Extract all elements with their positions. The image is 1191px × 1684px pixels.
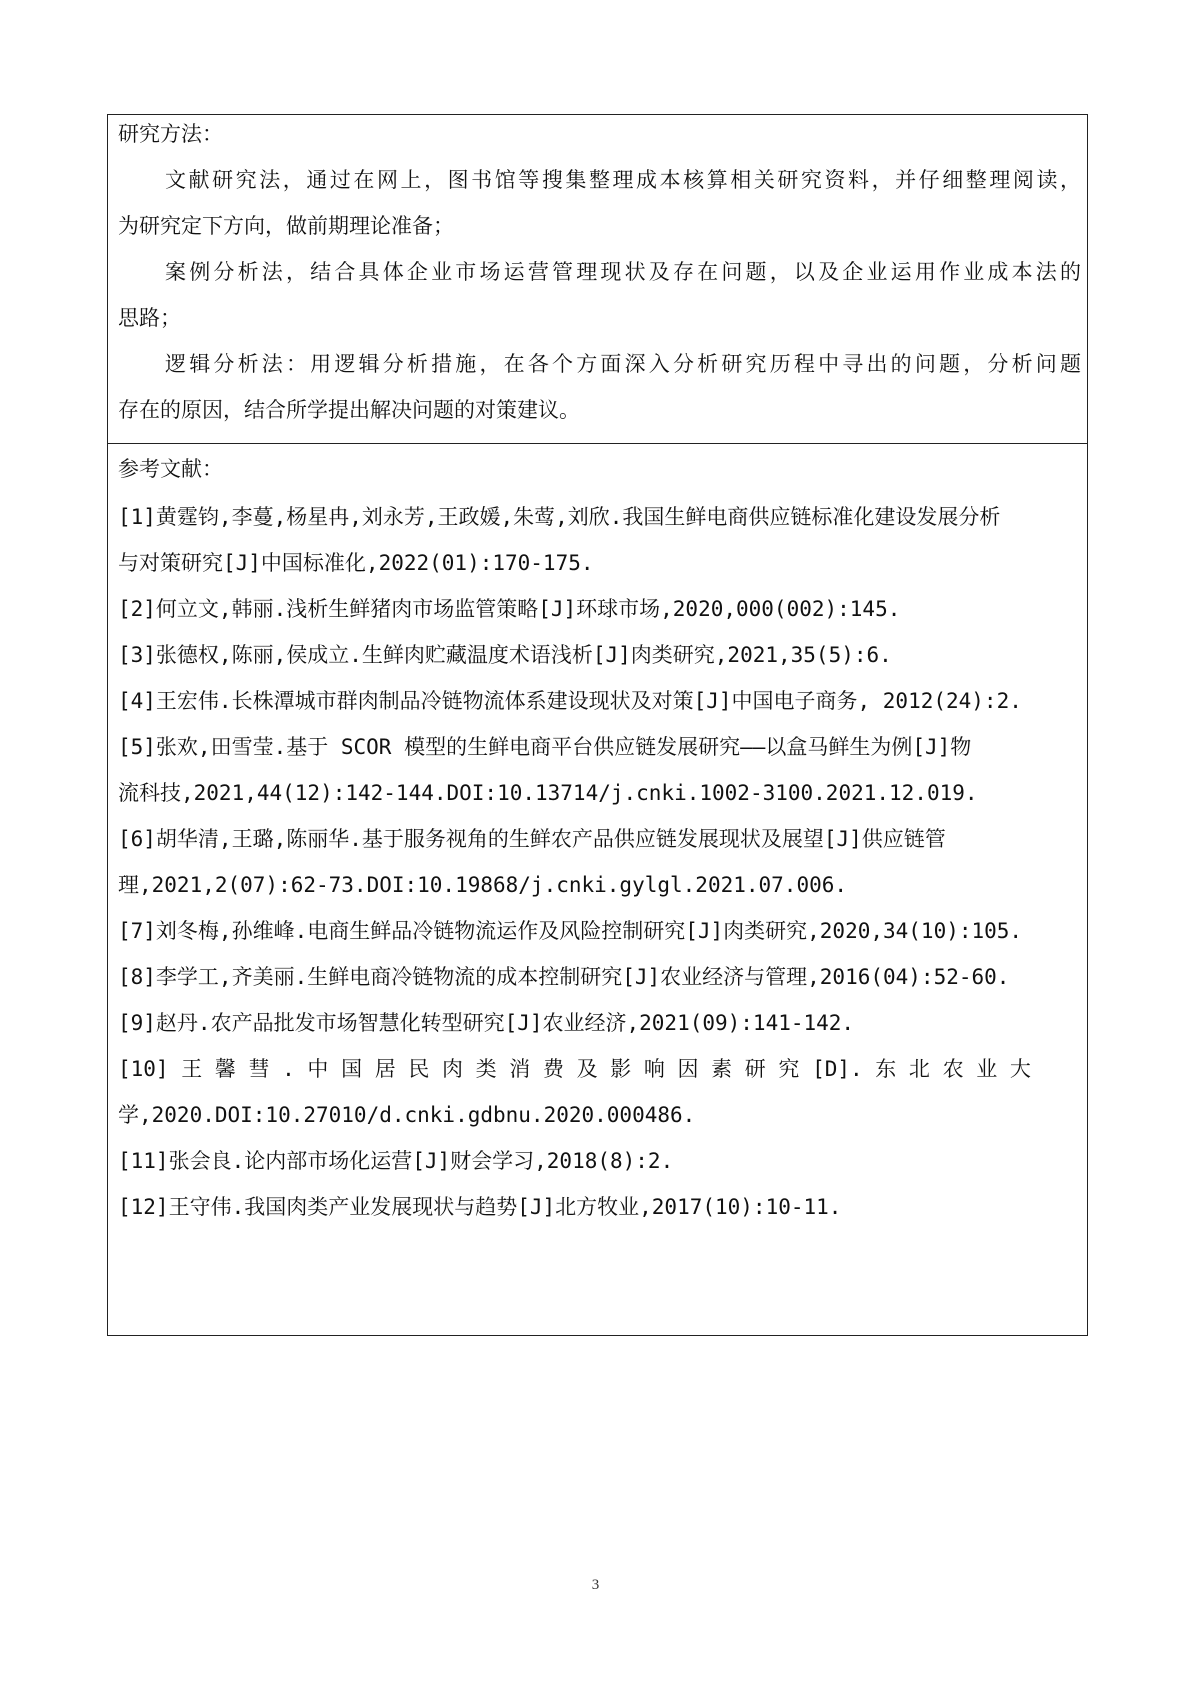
methods-line: 为研究定下方向，做前期理论准备； bbox=[118, 214, 454, 238]
proposal-table bbox=[107, 114, 1088, 1336]
reference-line: 理,2021,2(07):62-73.DOI:10.19868/j.cnki.gylgl.2021.07.006. bbox=[118, 873, 848, 897]
reference-line: [8]李学工,齐美丽.生鲜电商冷链物流的成本控制研究[J]农业经济与管理,2016(04):52-60. bbox=[118, 965, 1010, 989]
reference-line: 与对策研究[J]中国标准化,2022(01):170-175. bbox=[118, 551, 594, 575]
methods-line: 案例分析法，结合具体企业市场运营管理现状及存在问题，以及企业运用作业成本法的 bbox=[165, 260, 1081, 284]
reference-line: [11]张会良.论内部市场化运营[J]财会学习,2018(8):2. bbox=[118, 1149, 674, 1173]
reference-line: [12]王守伟.我国肉类产业发展现状与趋势[J]北方牧业,2017(10):10-11. bbox=[118, 1195, 842, 1219]
reference-line: [6]胡华清,王璐,陈丽华.基于服务视角的生鲜农产品供应链发展现状及展望[J]供应链管 bbox=[118, 827, 946, 851]
methods-line: 存在的原因，结合所学提出解决问题的对策建议。 bbox=[118, 398, 580, 422]
methods-line: 文献研究法，通过在网上，图书馆等搜集整理成本核算相关研究资料，并仔细整理阅读， bbox=[165, 168, 1081, 192]
methods-line: 逻辑分析法：用逻辑分析措施，在各个方面深入分析研究历程中寻出的问题，分析问题 bbox=[165, 352, 1081, 376]
section-divider bbox=[108, 443, 1087, 444]
reference-line: [1]黄霆钧,李蔓,杨星冉,刘永芳,王政媛,朱莺,刘欣.我国生鲜电商供应链标准化建设发展分析 bbox=[118, 505, 1001, 529]
methods-line: 思路； bbox=[118, 306, 181, 330]
reference-line: 流科技,2021,44(12):142-144.DOI:10.13714/j.cnki.1002-3100.2021.12.019. bbox=[118, 781, 978, 805]
reference-line: [2]何立文,韩丽.浅析生鲜猪肉市场监管策略[J]环球市场,2020,000(002):145. bbox=[118, 597, 901, 621]
reference-line: [9]赵丹.农产品批发市场智慧化转型研究[J]农业经济,2021(09):141-142. bbox=[118, 1011, 855, 1035]
reference-line: [4]王宏伟.长株潭城市群肉制品冷链物流体系建设现状及对策[J]中国电子商务, 2012(24):2. bbox=[118, 689, 1022, 713]
reference-line: [3]张德权,陈丽,侯成立.生鲜肉贮藏温度术语浅析[J]肉类研究,2021,35(5):6. bbox=[118, 643, 892, 667]
references-heading: 参考文献： bbox=[118, 457, 223, 481]
reference-line: 学,2020.DOI:10.27010/d.cnki.gdbnu.2020.000486. bbox=[118, 1103, 696, 1127]
methods-heading: 研究方法： bbox=[118, 122, 223, 146]
reference-line: [10] 王 馨 彗 . 中 国 居 民 肉 类 消 费 及 影 响 因 素 研 究 [D]. 东 北 农 业 大 bbox=[118, 1057, 1031, 1081]
reference-line: [7]刘冬梅,孙维峰.电商生鲜品冷链物流运作及风险控制研究[J]肉类研究,2020,34(10):105. bbox=[118, 919, 1023, 943]
reference-line: [5]张欢,田雪莹.基于 SCOR 模型的生鲜电商平台供应链发展研究——以盒马鲜生为例[J]物 bbox=[118, 735, 972, 759]
page-number: 3 bbox=[591, 1577, 600, 1593]
